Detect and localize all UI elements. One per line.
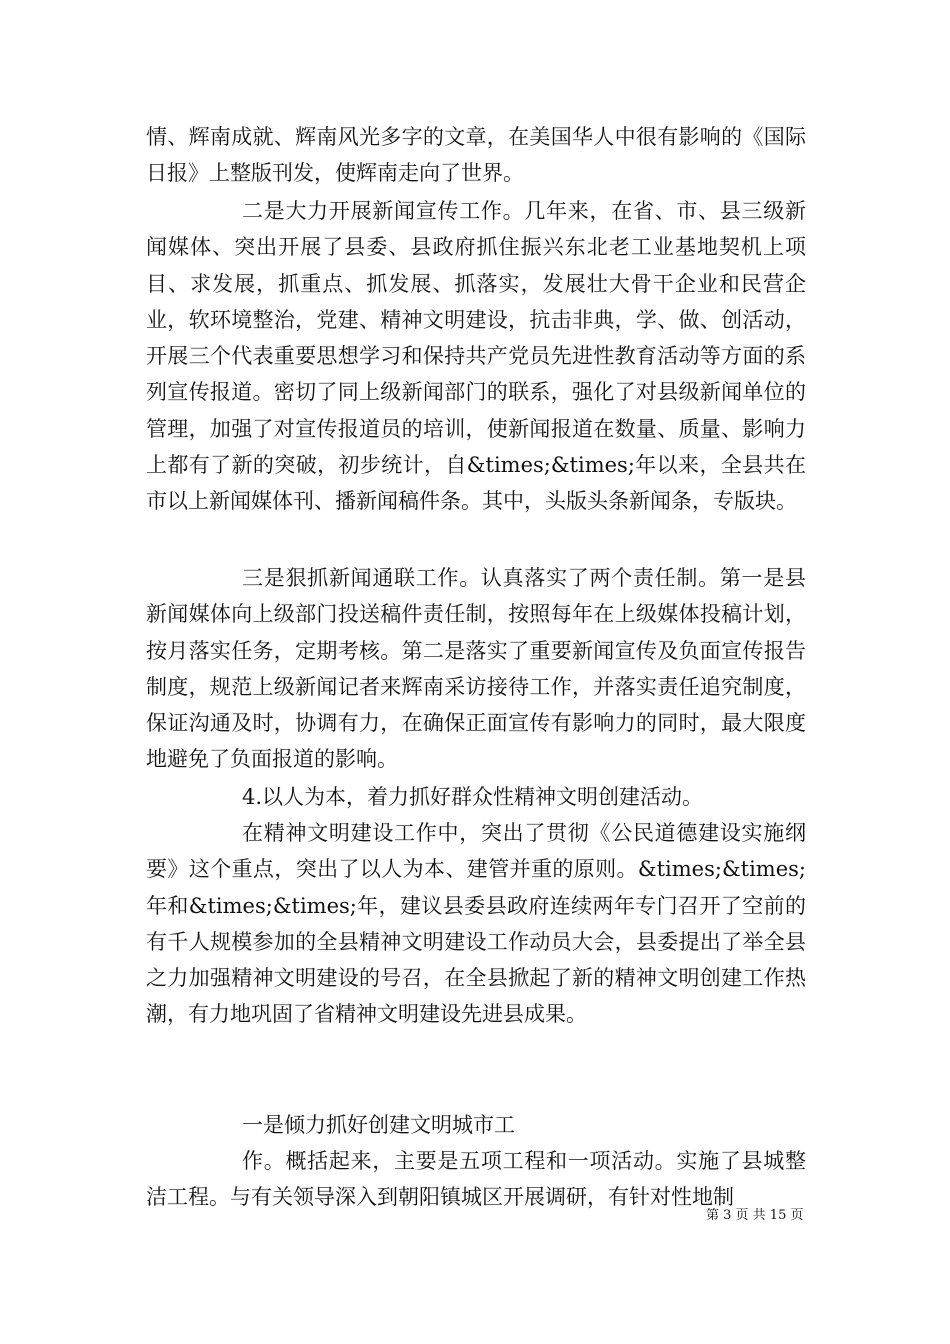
paragraph-6: 作。概括起来，主要是五项工程和一项活动。实施了县城整洁工程。与有关领导深入到朝阳镇城区开展调研，有针对性地制	[146, 1149, 806, 1210]
page-footer: 第 3 页 共 15 页	[706, 1208, 804, 1223]
paragraph-1: 情、辉南成就、辉南风光多字的文章，在美国华人中很有影响的《国际日报》上整版刊发，使辉南走向了世界。	[146, 125, 806, 186]
paragraph-4: 在精神文明建设工作中，突出了贯彻《公民道德建设实施纲要》这个重点，突出了以人为本、建管并重的原则。&times;&times;年和&times;&times;年，建议县委县政府连续两年专门召开了空前的有千人规模参加的全县精神文明建设工作动员大会，县委提出了举全县之力加强精神文明建设的号召，在全县掀起了新的精神文明创建工作热潮，有力地巩固了省精神文明建设先进县成果。	[146, 821, 806, 1027]
paragraph-2: 二是大力开展新闻宣传工作。几年来，在省、市、县三级新闻媒体、突出开展了县委、县政府抓住振兴东北老工业基地契机上项目、求发展，抓重点、抓发展、抓落实，发展壮大骨干企业和民营企业，软环境整治，党建、精神文明建设，抗击非典，学、做、创活动，开展三个代表重要思想学习和保持共产党员先进性教育活动等方面的系列宣传报道。密切了同上级新闻部门的联系，强化了对县级新闻单位的管理，加强了对宣传报道员的培训，使新闻报道在数量、质量、影响力上都有了新的突破，初步统计，自&times;&times;年以来，全县共在市以上新闻媒体刊、播新闻稿件条。其中，头版头条新闻条，专版块。	[146, 199, 806, 514]
paragraph-5: 一是倾力抓好创建文明城市工	[242, 1113, 515, 1137]
section-heading-4: 4.以人为本，着力抓好群众性精神文明创建活动。	[242, 785, 704, 809]
paragraph-3: 三是狠抓新闻通联工作。认真落实了两个责任制。第一是县新闻媒体向上级部门投送稿件责任制，按照每年在上级媒体投稿计划，按月落实任务，定期考核。第二是落实了重要新闻宣传及负面宣传报告制度，规范上级新闻记者来辉南采访接待工作，并落实责任追究制度，保证沟通及时，协调有力，在确保正面宣传有影响力的同时，最大限度地避免了负面报道的影响。	[146, 566, 806, 772]
